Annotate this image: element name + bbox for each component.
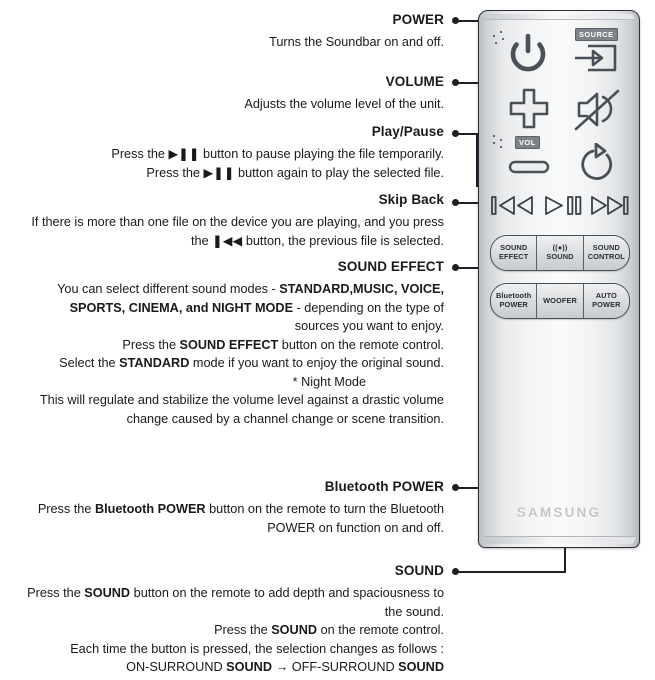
button-bluetooth-power[interactable]	[491, 284, 537, 318]
volume-down-minus-icon[interactable]	[506, 159, 552, 175]
callout-body-sound-effect-line-5: Select the STANDARD mode if you want to enjoy the original sound.	[59, 356, 444, 370]
leader-line-play-pause-a	[456, 133, 478, 135]
button-auto-power-line2: POWER	[592, 300, 621, 309]
button-sound-line2: SOUND	[546, 252, 574, 261]
button-row-power	[490, 283, 630, 319]
callout-body-sound-line-3: Press the SOUND on the remote control.	[214, 623, 444, 637]
callout-heading-sound-effect: SOUND EFFECT	[337, 259, 444, 274]
skip-back-icon[interactable]	[488, 193, 536, 219]
callout-body-power-line-1: Turns the Soundbar on and off.	[269, 35, 444, 49]
callout-body-sound-effect-line-2: SPORTS, CINEMA, and NIGHT MODE - depending on the type of	[69, 300, 444, 315]
remote-control-body	[478, 10, 640, 548]
callout-sound	[0, 563, 444, 677]
mute-icon[interactable]	[573, 87, 621, 133]
callout-body-sound-line-1: Press the SOUND button on the remote to add depth and spaciousness to	[27, 586, 444, 600]
button-auto-power-line1: AUTO	[595, 291, 617, 301]
callout-heading-volume: VOLUME	[385, 74, 444, 89]
callout-skip-back	[0, 192, 444, 250]
button-row-sound	[490, 235, 630, 271]
remote-top-seam	[483, 14, 635, 20]
callout-play-pause	[0, 124, 444, 182]
button-sound-line1: ((●))	[552, 243, 568, 253]
button-woofer-line2: WOOFER	[543, 295, 577, 305]
callout-body-play-pause-line-2: Press the ▶❚❚ button again to play the selected file.	[146, 165, 444, 180]
callout-heading-bluetooth-power: Bluetooth POWER	[324, 479, 444, 494]
power-icon[interactable]	[507, 31, 549, 75]
skip-forward-icon[interactable]	[587, 193, 631, 219]
callout-volume	[0, 74, 444, 114]
play-pause-icon[interactable]	[541, 193, 579, 219]
vol-chip-label: VOL	[515, 136, 540, 149]
callout-body-sound-effect-line-8: change caused by a channel change or scene transition.	[126, 411, 444, 426]
callout-body-sound-effect-line-7: This will regulate and stabilize the volume level against a drastic volume	[39, 393, 444, 407]
callout-body-bluetooth-power-line-1: Press the Bluetooth POWER button on the remote to turn the Bluetooth	[37, 502, 444, 516]
button-bluetooth-power-line1: Bluetooth	[495, 291, 532, 301]
button-sound-control[interactable]	[584, 236, 629, 270]
callout-body-skip-back-line-1: If there is more than one file on the device you are playing, and you press	[31, 215, 444, 229]
button-sound[interactable]	[537, 236, 583, 270]
ir-dots-volume	[493, 135, 507, 151]
source-input-icon[interactable]	[571, 42, 619, 74]
samsung-logo: SAMSUNG	[516, 505, 602, 520]
button-bluetooth-power-line2: POWER	[499, 300, 528, 309]
remote-bottom-seam	[483, 536, 635, 544]
callout-heading-skip-back: Skip Back	[378, 192, 444, 207]
source-chip-label: SOURCE	[575, 28, 618, 41]
callout-body-sound-line-2: the sound.	[384, 604, 444, 619]
callout-body-sound-effect-line-3: sources you want to enjoy.	[294, 319, 444, 333]
button-sound-control-line2: CONTROL	[587, 252, 625, 261]
callout-body-sound-line-5: ON-SURROUND SOUND → OFF-SURROUND SOUND	[126, 660, 444, 674]
button-auto-power[interactable]	[584, 284, 629, 318]
callout-body-bluetooth-power-line-2: POWER on function on and off.	[267, 520, 444, 535]
callout-body-sound-effect-line-1: You can select different sound modes - STANDARD,MUSIC, VOICE,	[57, 282, 444, 296]
button-woofer[interactable]	[537, 284, 583, 318]
callout-body-sound-effect-line-4: Press the SOUND EFFECT button on the remote control.	[122, 337, 444, 352]
callout-body-sound-line-4: Each time the button is pressed, the selection changes as follows :	[70, 641, 444, 656]
callout-bluetooth-power	[0, 479, 444, 537]
button-sound-effect-line1: SOUND	[500, 243, 528, 253]
button-sound-effect[interactable]	[491, 236, 537, 270]
callout-heading-sound: SOUND	[394, 563, 444, 578]
callout-body-volume-line-1: Adjusts the volume level of the unit.	[244, 97, 444, 111]
callout-sound-effect	[0, 259, 444, 428]
volume-up-plus-icon[interactable]	[506, 87, 552, 131]
callout-body-skip-back-line-2: the ❚◀◀ button, the previous file is selected.	[190, 233, 444, 248]
leader-line-sound-a	[456, 571, 566, 573]
button-sound-control-line1: SOUND	[592, 243, 620, 253]
callout-body-play-pause-line-1: Press the ▶❚❚ button to pause playing the file temporarily.	[111, 147, 444, 161]
callout-heading-play-pause: Play/Pause	[371, 124, 444, 139]
callout-heading-power: POWER	[392, 12, 444, 27]
callout-body-sound-effect-line-6: * Night Mode	[292, 374, 366, 389]
callout-power	[0, 12, 444, 52]
button-sound-effect-line2: EFFECT	[498, 252, 529, 261]
repeat-icon[interactable]	[575, 143, 619, 183]
